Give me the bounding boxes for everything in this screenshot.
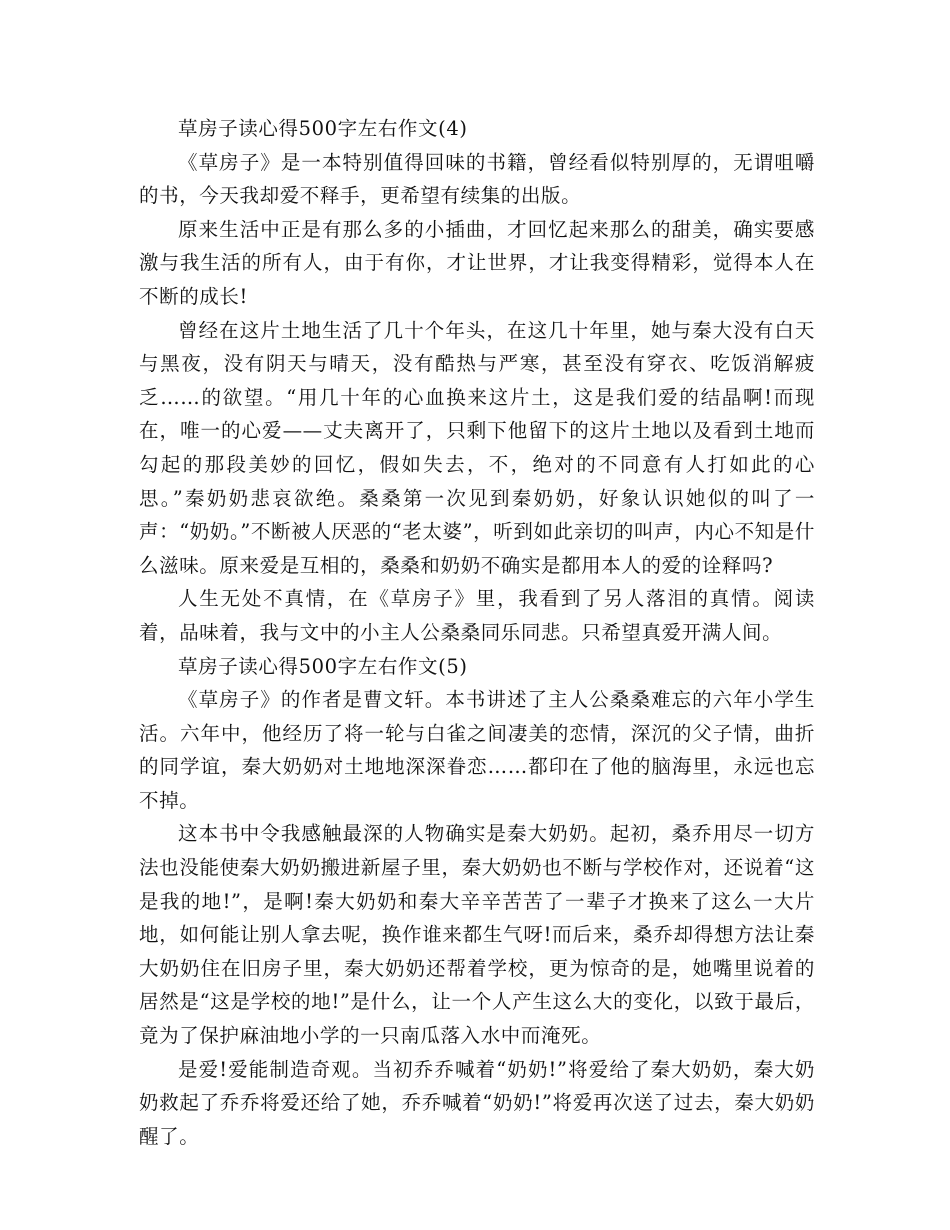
paragraph: 曾经在这片土地生活了几十个年头，在这几十年里，她与秦大没有白天与黑夜，没有阴天与晴天，没有酷热与严寒，甚至没有穿衣、吃饭消解疲乏……的欲望。“用几十年的心血换来这片土，这是我们爱的结晶啊!而现在，唯一的心爱——丈夫离开了，只剩下他留下的这片土地以及看到土地而勾起的那段美妙的回忆，假如失去，不，绝对的不同意有人打如此的心思。”秦奶奶悲哀欲绝。桑桑第一次见到秦奶奶，好象认识她似的叫了一声：“奶奶。”不断被人厌恶的“老太婆”，听到如此亲切的叫声，内心不知是什么滋味。原来爱是互相的，桑桑和奶奶不确实是都用本人的爱的诠释吗? [139,318,815,577]
paragraph: 人生无处不真情，在《草房子》里，我看到了另人落泪的真情。阅读着，品味着，我与文中的小主人公桑桑同乐同悲。只希望真爱开满人间。 [139,587,815,644]
document-page [139,112,815,1153]
paragraph: 原来生活中正是有那么多的小插曲，才回忆起来那么的甜美，确实要感激与我生活的所有人，由于有你，才让世界，才让我变得精彩，觉得本人在不断的成长! [139,217,815,308]
paragraph: 《草房子》是一本特别值得回味的书籍，曾经看似特别厚的，无谓咀嚼的书，今天我却爱不释手，更希望有续集的出版。 [139,150,815,208]
paragraph: 这本书中令我感触最深的人物确实是秦大奶奶。起初，桑乔用尽一切方法也没能使秦大奶奶搬进新屋子里，秦大奶奶也不断与学校作对，还说着“这是我的地!”，是啊!秦大奶奶和秦大辛辛苦苦了一辈子才换来了这么一大片地，如何能让别人拿去呢，换作谁来都生气呀!而后来，桑乔却得想方法让秦大奶奶住在旧房子里，秦大奶奶还帮着学校，更为惊奇的是，她嘴里说着的居然是“这是学校的地!”是什么，让一个人产生这么大的变化，以致于最后，竟为了保护麻油地小学的一只南瓜落入水中而淹死。 [139,822,815,1048]
section-heading-5: 草房子读心得500字左右作文(5) [178,654,468,678]
section-heading-4: 草房子读心得500字左右作文(4) [178,117,468,140]
paragraph: 《草房子》的作者是曹文轩。本书讲述了主人公桑桑难忘的六年小学生活。六年中，他经历了将一轮与白雀之间凄美的恋情，深沉的父子情，曲折的同学谊，秦大奶奶对土地地深深眷恋……都印在了他的脑海里，永远也忘不掉。 [139,688,815,812]
paragraph: 是爱!爱能制造奇观。当初乔乔喊着“奶奶!”将爱给了秦大奶奶，秦大奶奶救起了乔乔将爱还给了她，乔乔喊着“奶奶!”将爱再次送了过去，秦大奶奶醒了。 [139,1057,815,1148]
